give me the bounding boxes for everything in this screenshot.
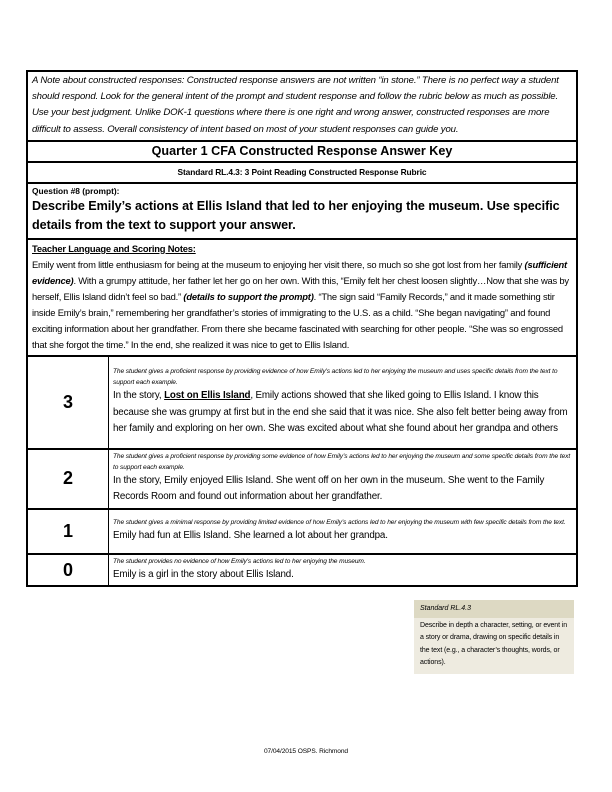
score-value: 3	[28, 356, 109, 449]
sample-response: In the story, Emily enjoyed Ellis Island. She went off on her own in the museum. She went to the Family Records Room and found out information about her grandfather.	[113, 474, 545, 503]
teacher-notes-body	[32, 257, 572, 353]
rubric-row-0	[28, 554, 576, 586]
story-title: Lost on Ellis Island	[164, 390, 251, 402]
answer-key-document	[26, 70, 578, 587]
question-prompt: Describe Emily’s actions at Ellis Island that led to her enjoying the museum. Use specific details from the text to support your answer.	[32, 198, 560, 232]
rubric-description	[109, 449, 577, 509]
notes-tag-details: (details to support the prompt)	[183, 290, 314, 302]
score-value: 0	[28, 554, 109, 586]
notes-text-3: . “The sign said “Family Records,” and it made something stir inside Emily’s brain,” remembering her grandfather’s stories of immigrating to the U.S. as a child. “She began navigating” and found exciting information about her grandfather. From there she became fascinated with searching for other people. “She was so engrossed that she forgot the time.” In the end, she realized it was nice to get to Ellis Island.	[32, 290, 563, 350]
question-label: Question #8 (prompt):	[32, 185, 120, 196]
teacher-notes-section	[28, 238, 576, 355]
sample-response-intro: In the story,	[113, 390, 165, 402]
rubric-row-1	[28, 509, 576, 554]
rubric-description	[109, 554, 577, 586]
sample-response: Emily had fun at Ellis Island. She learned a lot about her grandpa.	[113, 530, 388, 542]
rubric-table	[28, 355, 576, 586]
rubric-criteria: The student gives a proficient response by providing some evidence of how Emily’s actions led to her enjoying the museum and some specific details from the text to support each example.	[113, 452, 571, 471]
standard-callout-box	[414, 600, 574, 674]
rubric-description	[109, 509, 577, 554]
page-footer: 07/04/2015 OSPS. Richmond	[263, 748, 348, 755]
standard-callout-heading: Standard RL.4.3	[414, 600, 574, 618]
question-section	[28, 182, 576, 238]
rubric-row-3	[28, 356, 576, 449]
rubric-criteria: The student provides no evidence of how Emily’s actions led to her enjoying the museum.	[113, 557, 366, 565]
score-value: 1	[28, 509, 109, 554]
sample-response	[113, 388, 572, 438]
notes-text-1: Emily went from little enthusiasm for being at the museum to enjoying her visit there, so much so she got lost from her family	[32, 258, 525, 270]
standard-rubric-line: Standard RL.4.3: 3 Point Reading Constructed Response Rubric	[28, 161, 576, 182]
rubric-criteria: The student gives a proficient response by providing evidence of how Emily’s actions led to her enjoying the museum and uses specific details from the text to support each example.	[113, 368, 558, 387]
notes-text-2: . With a grumpy attitude, her father let her go on her own. With this, “Emily felt her chest loosen slightly…Now that she was by herself, Ellis Island didn’t feel so bad.”	[32, 274, 569, 302]
rubric-row-2	[28, 449, 576, 509]
rubric-description	[109, 356, 577, 449]
page-title: Quarter 1 CFA Constructed Response Answer Key	[28, 140, 576, 161]
sample-response-body: , Emily actions showed that she liked going to Ellis Island. I know this because she was grumpy at first but in the end she said that it was nice. She also felt better being away from her family and exploring on her own. She was excited about what she found about her grandpa and others	[113, 390, 568, 435]
rubric-criteria: The student gives a minimal response by providing limited evidence of how Emily’s actions led to her enjoying the museum with few specific details from the text.	[113, 519, 566, 527]
sample-response: Emily is a girl in the story about Ellis Island.	[113, 568, 294, 580]
score-value: 2	[28, 449, 109, 509]
constructed-response-note: A Note about constructed responses: Constructed response answers are not written “in stone.” There is no perfect way a student should respond. Look for the general intent of the prompt and student response and follow the rubric below as much as possible. Use your best judgment. Unlike DOK-1 questions where there is one right and wrong answer, constructed responses are more difficult to assess. Overall consistency of intent based on most of your student responses can guide you.	[32, 75, 559, 135]
notes-tag-sufficient-evidence: (sufficient evidence)	[32, 258, 567, 286]
teacher-notes-heading: Teacher Language and Scoring Notes:	[32, 242, 196, 254]
standard-callout-body: Describe in depth a character, setting, or event in a story or drama, drawing on specific details in the text (e.g., a character’s thoughts, words, or actions).	[420, 622, 568, 667]
